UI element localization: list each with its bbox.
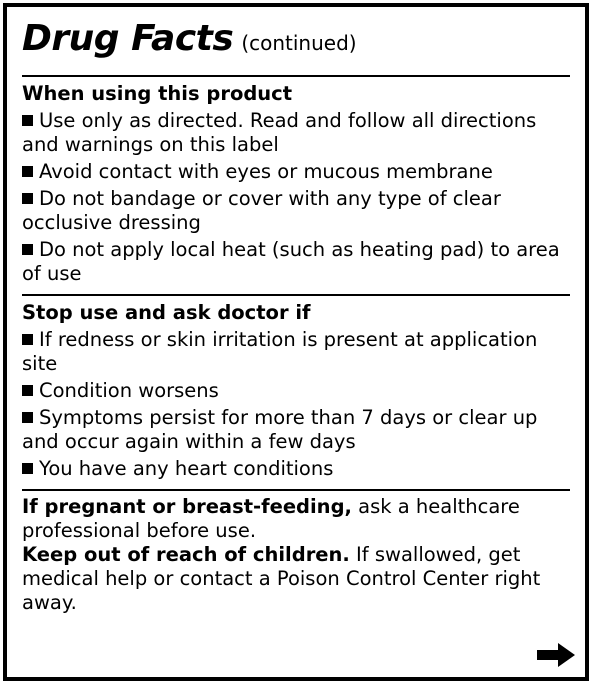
list-item-text: You have any heart conditions	[39, 457, 334, 480]
square-bullet-icon	[22, 412, 33, 423]
children-warning	[22, 543, 570, 615]
square-bullet-icon	[22, 166, 33, 177]
list-item	[22, 160, 570, 184]
pregnancy-warning-lead: If pregnant or breast-feeding,	[22, 495, 352, 518]
list-item-text: If redness or skin irritation is present at application site	[22, 328, 538, 375]
list-item-text: Do not bandage or cover with any type of clear occlusive dressing	[22, 187, 501, 234]
title-row	[22, 19, 570, 63]
stop-use-section	[22, 296, 570, 489]
list-item	[22, 109, 570, 157]
list-item	[22, 406, 570, 454]
section-heading: Stop use and ask doctor if	[22, 301, 311, 324]
title-suffix: (continued)	[241, 31, 357, 55]
drug-facts-panel	[3, 3, 589, 681]
warnings-section	[22, 491, 570, 621]
children-warning-lead: Keep out of reach of children.	[22, 543, 350, 566]
list-item	[22, 457, 570, 481]
square-bullet-icon	[22, 463, 33, 474]
right-arrow-icon	[537, 643, 575, 667]
section-heading: When using this product	[22, 82, 293, 105]
list-item-text: Symptoms persist for more than 7 days or clear up and occur again within a few days	[22, 406, 538, 453]
list-item-text: Use only as directed. Read and follow all directions and warnings on this label	[22, 109, 537, 156]
pregnancy-warning-text: ask a healthcare professional before use.	[22, 495, 520, 542]
square-bullet-icon	[22, 193, 33, 204]
square-bullet-icon	[22, 115, 33, 126]
pregnancy-warning	[22, 495, 570, 543]
when-using-section	[22, 77, 570, 294]
list-item	[22, 379, 570, 403]
list-item	[22, 238, 570, 286]
list-item-text: Avoid contact with eyes or mucous membrane	[39, 160, 493, 183]
list-item	[22, 328, 570, 376]
square-bullet-icon	[22, 385, 33, 396]
page-title: Drug Facts	[22, 18, 234, 59]
list-item-text: Do not apply local heat (such as heating pad) to area of use	[22, 238, 560, 285]
list-item	[22, 187, 570, 235]
square-bullet-icon	[22, 334, 33, 345]
square-bullet-icon	[22, 244, 33, 255]
children-warning-text: If swallowed, get medical help or contact a Poison Control Center right away.	[22, 543, 541, 614]
list-item-text: Condition worsens	[39, 379, 219, 402]
